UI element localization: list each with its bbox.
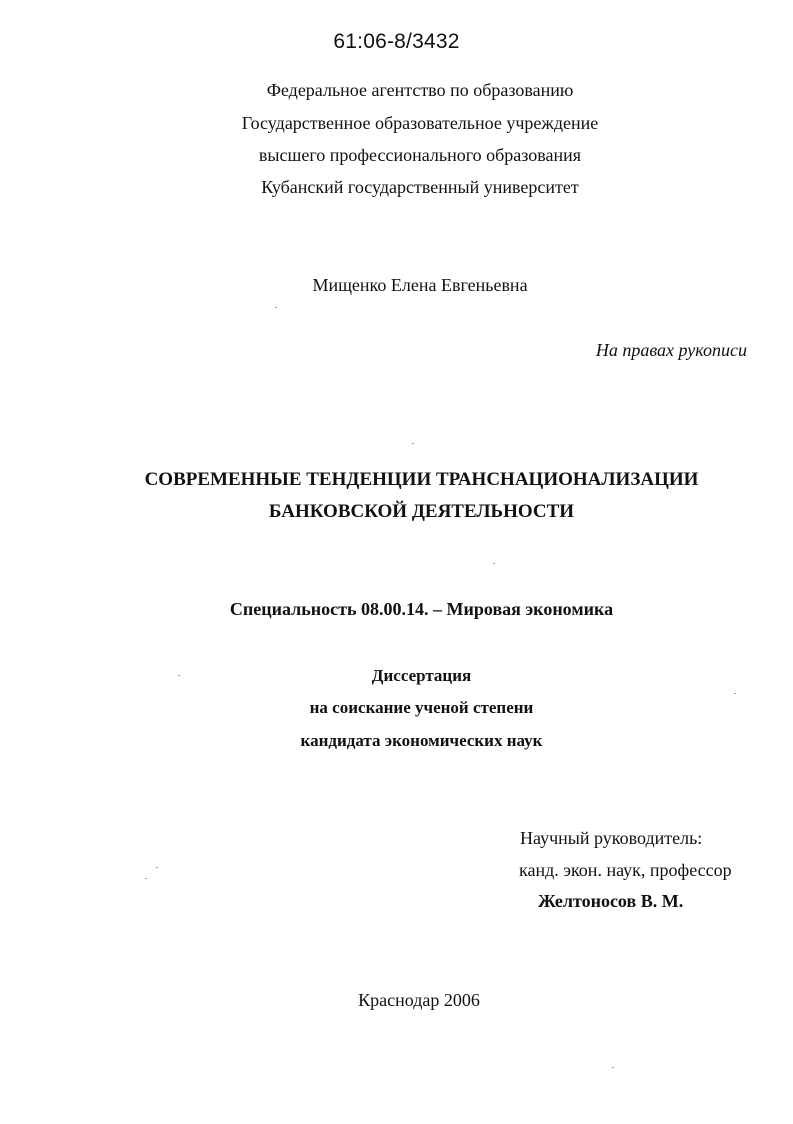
degree-line: на соискание ученой степени	[309, 698, 534, 717]
scan-speck	[612, 1067, 614, 1068]
title-line: БАНКОВСКОЙ ДЕЯТЕЛЬНОСТИ	[268, 501, 575, 522]
institution-line: Федеральное агентство по образованию	[266, 80, 574, 100]
city-year: Краснодар 2006	[358, 990, 480, 1010]
institution-line: высшего профессионального образования	[258, 145, 582, 165]
manuscript-note: На правах рукописи	[595, 340, 747, 360]
scan-speck	[178, 675, 180, 676]
specialty: Специальность 08.00.14. – Мировая экономика	[229, 599, 614, 619]
scan-speck	[493, 563, 495, 564]
title-line: СОВРЕМЕННЫЕ ТЕНДЕНЦИИ ТРАНСНАЦИОНАЛИЗАЦИИ	[144, 469, 699, 490]
dissertation-label: Диссертация	[371, 666, 472, 685]
supervisor-degree: канд. экон. наук, профессор	[519, 860, 732, 880]
degree-line: кандидата экономических наук	[300, 731, 543, 750]
supervisor-name: Желтоносов В. М.	[538, 891, 684, 911]
institution-line: Кубанский государственный университет	[261, 177, 579, 197]
scan-speck	[145, 878, 147, 879]
scan-speck	[275, 307, 277, 308]
scan-speck	[734, 693, 736, 694]
scan-speck	[156, 867, 158, 868]
scan-speck	[412, 443, 414, 444]
supervisor-label: Научный руководитель:	[520, 828, 703, 848]
archive-code: 61:06-8/3432	[333, 30, 460, 53]
institution-line: Государственное образовательное учреждение	[241, 113, 599, 133]
author-name: Мищенко Елена Евгеньевна	[312, 275, 528, 295]
